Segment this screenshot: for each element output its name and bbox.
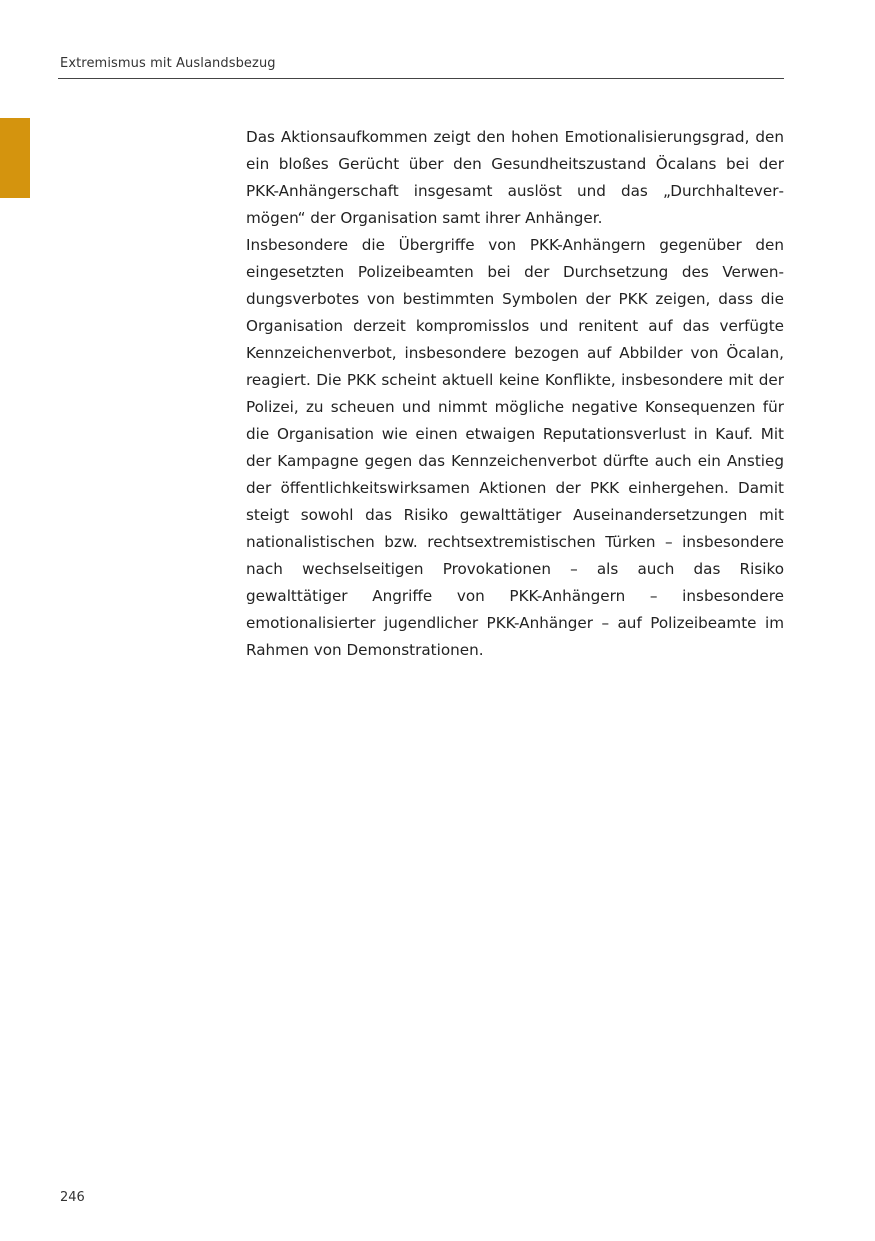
header-rule [58, 78, 784, 79]
page-number: 246 [60, 1190, 85, 1205]
chapter-thumb-tab [0, 118, 30, 198]
body-text [246, 124, 784, 664]
paragraph-2: Insbesondere die Übergriffe von PKK-Anhängern gegenüber den eingesetzten Polizeibeamten bei der Durchsetzung des Verwendungsverbotes von bestimmten Symbolen der PKK zeigen, dass die Organisation derzeit kompromisslos und renitent auf das verfügte Kennzeichenverbot, insbesondere bezogen auf Abbilder von Öcalan, reagiert. Die PKK scheint aktuell keine Konflikte, insbesondere mit der Polizei, zu scheuen und nimmt mögliche negative Konsequenzen für die Organisation wie einen etwaigen Reputationsverlust in Kauf. Mit der Kampagne gegen das Kennzeichenverbot dürfte auch ein Anstieg der öffentlichkeitswirksamen Aktionen der PKK einhergehen. Damit steigt sowohl das Risiko gewalttätiger Auseinandersetzungen mit nationalistischen bzw. rechtsextremistischen Türken – insbesondere nach wechselseitigen Provokationen – als auch das Risiko gewalttätiger Angriffe von PKK-Anhängern – insbesondere emotionalisierter jugendlicher PKK-Anhänger – auf Polizeibeamte im Rahmen von Demonstrationen. [246, 236, 784, 659]
paragraph-1: Das Aktionsaufkommen zeigt den hohen Emotionalisierungsgrad, den ein bloßes Gerücht über den Gesundheitszustand Öcalans bei der PKK-Anhängerschaft insgesamt auslöst und das „Durchhaltevermögen“ der Organisation samt ihrer Anhänger. [246, 128, 784, 227]
running-header: Extremismus mit Auslandsbezug [60, 56, 276, 71]
